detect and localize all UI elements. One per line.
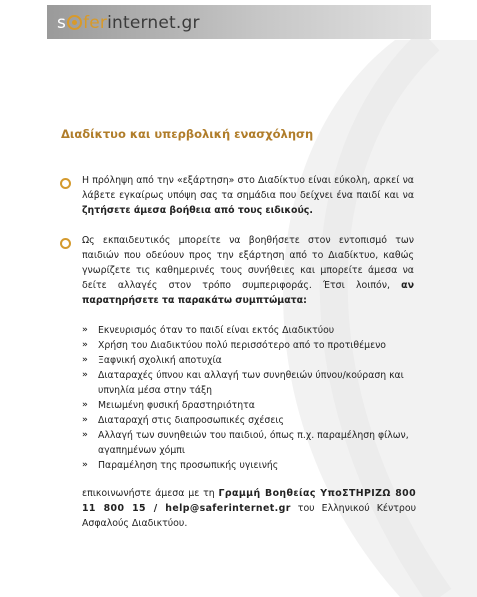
symptom-text: Ξαφνική σχολική αποτυχία bbox=[98, 355, 222, 366]
paragraph-educator bbox=[82, 233, 414, 308]
paragraph-educator-text: Ως εκπαιδευτικός μπορείτε να βοηθήσετε στον εντοπισμό των παιδιών που οδεύουν προς την εξάρτηση από το Διαδίκτυο, καθώς γνωρίζετε τις καθημερινές τους συνήθειες και μπορείτε άμεσα να δείτε αλλαγές στον τρόπο συμπεριφοράς. Έτσι λοιπόν, bbox=[82, 235, 414, 291]
double-chevron-icon: » bbox=[82, 355, 88, 365]
symptom-text: Χρήση του Διαδικτύου πολύ περισσότερο από το προτιθέμενο bbox=[98, 340, 386, 351]
paragraph-prevention bbox=[82, 173, 414, 218]
symptom-text: Μειωμένη φυσική δραστηριότητα bbox=[98, 400, 255, 411]
saferinternet-logo: s ferinternet.gr bbox=[57, 13, 200, 33]
list-item bbox=[82, 458, 417, 473]
page-title: Διαδίκτυο και υπερβολική ενασχόληση bbox=[61, 127, 314, 141]
double-chevron-icon: » bbox=[82, 460, 88, 470]
double-chevron-icon: » bbox=[82, 430, 88, 440]
contact-suffix: του Ελληνικού Κέντρου Ασφαλούς Διαδικτύου. bbox=[82, 503, 416, 529]
symptoms-list bbox=[82, 323, 417, 473]
bullet-circle-icon bbox=[60, 238, 71, 249]
symptom-text: Παραμέληση της προσωπικής υγιεινής bbox=[98, 460, 279, 471]
list-item bbox=[82, 323, 417, 338]
symptom-text: Διαταραχή στις διαπροσωπικές σχέσεις bbox=[98, 415, 284, 426]
symptom-text: Διαταραχές ύπνου και αλλαγή των συνηθειών ύπνου/κούραση και υπνηλία μέσα στην τάξη bbox=[98, 370, 404, 396]
double-chevron-icon: » bbox=[82, 370, 88, 380]
double-chevron-icon: » bbox=[82, 325, 88, 335]
double-chevron-icon: » bbox=[82, 400, 88, 410]
double-chevron-icon: » bbox=[82, 340, 88, 350]
list-item bbox=[82, 413, 417, 428]
bullet-circle-icon bbox=[60, 178, 71, 189]
contact-paragraph bbox=[82, 486, 416, 531]
list-item bbox=[82, 338, 417, 353]
list-item bbox=[82, 368, 417, 398]
helpline-contact: Γραμμή Βοηθείας ΥποΣΤΗΡΙΖΩ 800 11 800 15 / help@saferinternet.gr bbox=[82, 488, 417, 514]
list-item bbox=[82, 428, 417, 458]
contact-prefix: επικοινωνήστε άμεσα με τη bbox=[82, 488, 219, 499]
paragraph-prevention-text: Η πρόληψη από την «εξάρτηση» στο Διαδίκτυο είναι εύκολη, αρκεί να λάβετε εγκαίρως υπόψη σας τα σημάδια που δείχνει ένα παιδί και να bbox=[82, 175, 414, 201]
list-item bbox=[82, 398, 417, 413]
symptom-text: Εκνευρισμός όταν το παιδί είναι εκτός Διαδικτύου bbox=[98, 325, 335, 336]
paragraph-educator-bold: αν παρατηρήσετε τα παρακάτω συμπτώματα: bbox=[82, 280, 414, 306]
symptom-text: Αλλαγή των συνηθειών του παιδιού, όπως π.χ. παραμέληση φίλων, αγαπημένων χόμπι bbox=[98, 430, 409, 456]
at-sign-icon bbox=[67, 15, 82, 30]
double-chevron-icon: » bbox=[82, 415, 88, 425]
paragraph-prevention-bold: ζητήσετε άμεσα βοήθεια από τους ειδικούς. bbox=[82, 205, 313, 216]
list-item bbox=[82, 353, 417, 368]
